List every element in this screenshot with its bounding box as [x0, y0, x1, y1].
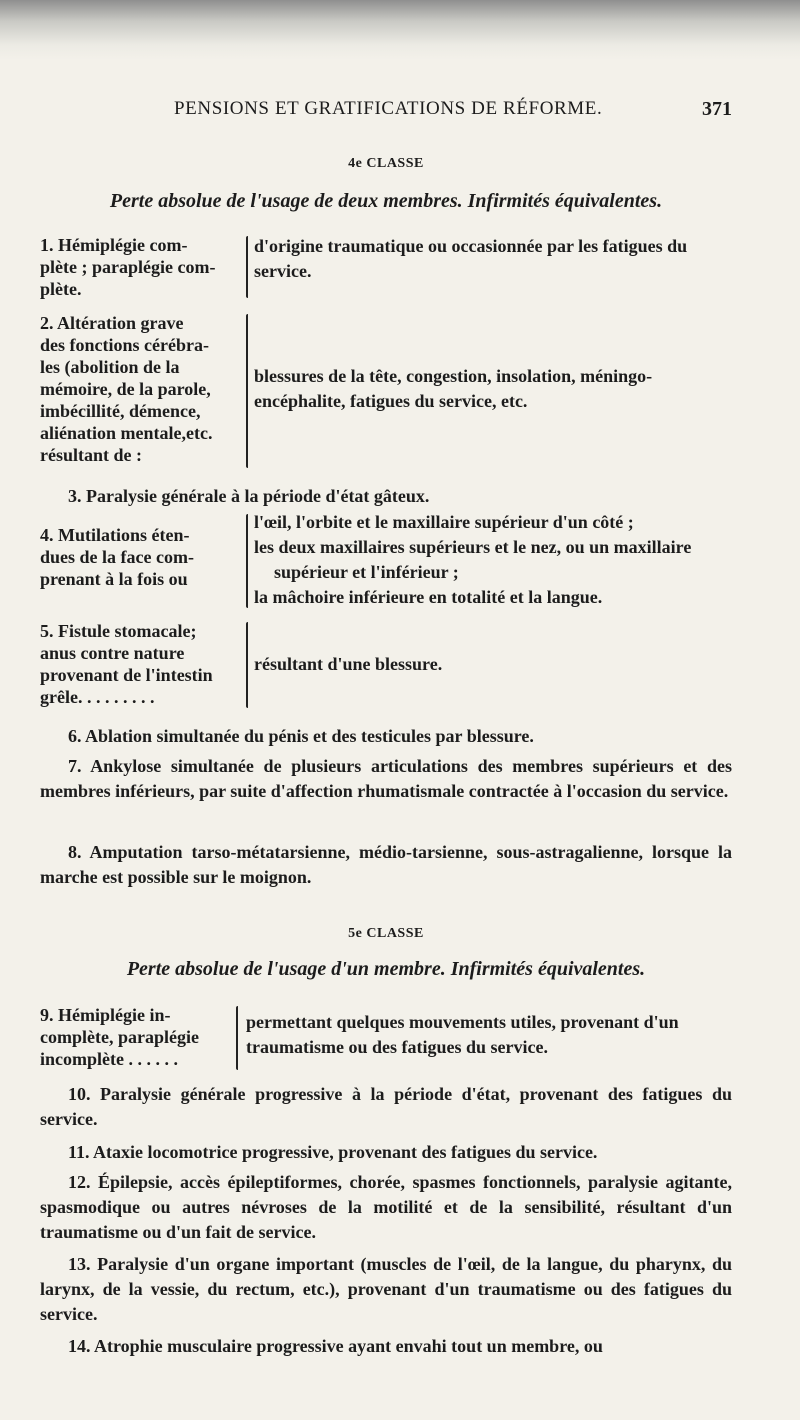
item-13: 13. Paralysie d'un organe important (muscles de l'œil, de la langue, du pharynx, du larynx, de la vessie, du rectum, etc.), provenant d'un traumatisme ou des fatigues du service. — [40, 1254, 732, 1324]
brace — [246, 622, 248, 708]
item-11: 11. Ataxie locomotrice progressive, provenant des fatigues du service. — [68, 1142, 598, 1162]
item-9-cause: permettant quelques mouvements utiles, provenant d'un traumatisme ou des fatigues du service. — [246, 1012, 679, 1057]
item-1 — [40, 234, 732, 304]
brace — [246, 314, 248, 468]
class-5-subtitle: Perte absolue de l'usage d'un membre. Infirmités équivalentes. — [126, 958, 646, 980]
item-4-option-1: l'œil, l'orbite et le maxillaire supérieur d'un côté ; — [254, 512, 634, 532]
brace — [236, 1006, 238, 1070]
class-4-title: 4e CLASSE — [348, 156, 424, 171]
item-5-condition: 5. Fistule stomacale; anus contre nature provenant de l'intestin grêle. . . . . . . . . — [40, 621, 213, 707]
item-8: 8. Amputation tarso-métatarsienne, médio-tarsienne, sous-astragalienne, lorsque la marche est possible sur le moignon. — [40, 842, 732, 887]
item-4-condition: 4. Mutilations éten- dues de la face com- prenant à la fois ou — [40, 525, 194, 589]
item-6: 6. Ablation simultanée du pénis et des testicules par blessure. — [68, 726, 534, 746]
item-10: 10. Paralysie générale progressive à la période d'état, provenant des fatigues du service. — [40, 1084, 732, 1129]
item-2 — [40, 312, 732, 476]
item-4 — [40, 510, 732, 614]
item-9 — [40, 1004, 732, 1078]
item-7: 7. Ankylose simultanée de plusieurs articulations des membres supérieurs et des membres inférieurs, par suite d'affection rhumatismale contractée à l'occasion du service. — [40, 756, 732, 801]
item-9-condition: 9. Hémiplégie in- complète, paraplégie incomplète . . . . . . — [40, 1005, 199, 1069]
brace — [246, 514, 248, 608]
page-header — [40, 98, 732, 128]
item-14: 14. Atrophie musculaire progressive ayant envahi tout un membre, ou — [68, 1336, 603, 1356]
item-1-cause: d'origine traumatique ou occasionnée par les fatigues du service. — [254, 236, 688, 281]
page-number: 371 — [702, 98, 732, 120]
class-5-title: 5e CLASSE — [348, 926, 424, 941]
item-3: 3. Paralysie générale à la période d'état gâteux. — [68, 486, 430, 506]
item-4-option-2: les deux maxillaires supérieurs et le nez, ou un maxillaire supérieur et l'inférieur ; — [254, 537, 692, 582]
item-4-option-3: la mâchoire inférieure en totalité et la langue. — [254, 587, 603, 607]
class-4-subtitle: Perte absolue de l'usage de deux membres. Infirmités équivalentes. — [109, 190, 663, 212]
running-head: PENSIONS ET GRATIFICATIONS DE RÉFORME. — [174, 98, 603, 119]
brace — [246, 236, 248, 298]
item-4-options — [254, 510, 732, 610]
item-2-cause: blessures de la tête, congestion, insolation, méningo-encéphalite, fatigues du service, etc. — [254, 366, 653, 411]
item-12: 12. Épilepsie, accès épileptiformes, chorée, spasmes fonctionnels, paralysie agitante, spasmodique ou autres névroses de la motilité et de la sensibilité, résultant d'un traumatisme ou d'un fait de service. — [40, 1172, 732, 1242]
item-5 — [40, 620, 732, 716]
item-5-cause: résultant d'une blessure. — [254, 654, 443, 674]
item-2-condition: 2. Altération grave des fonctions cérébra- les (abolition de la mémoire, de la parole, imbécillité, démence, aliénation mentale,etc. résultant de : — [40, 313, 213, 465]
scan-top-shadow — [0, 0, 800, 60]
item-1-condition: 1. Hémiplégie com- plète ; paraplégie com- plète. — [40, 235, 216, 299]
